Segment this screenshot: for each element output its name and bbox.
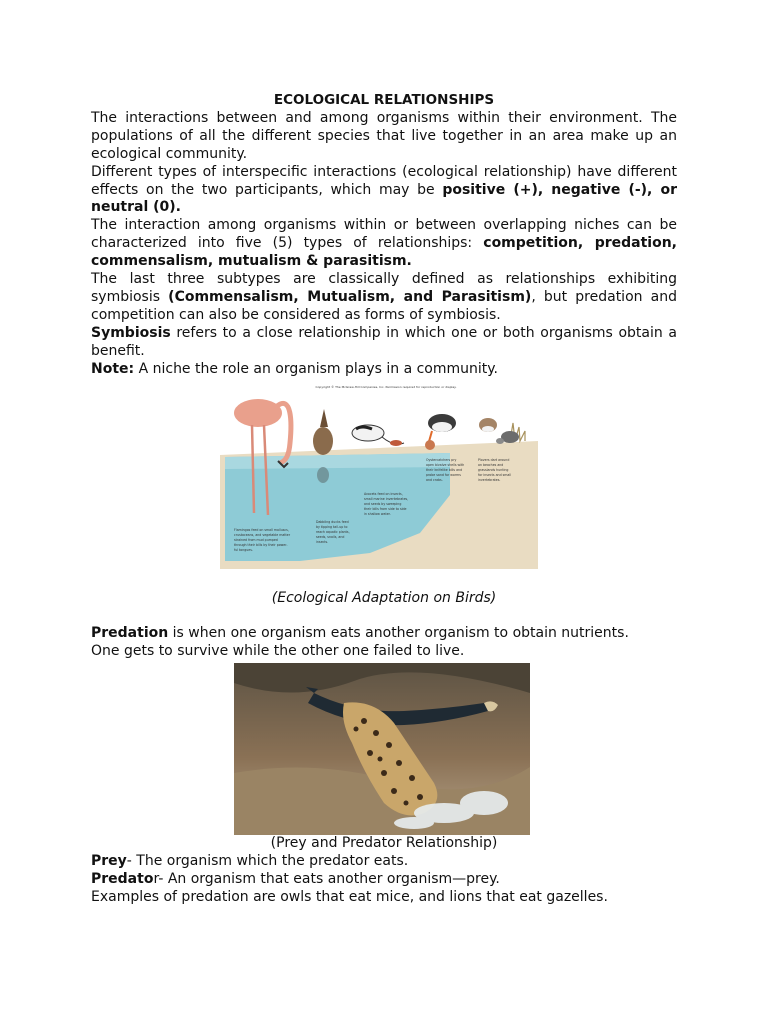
- definition-predator: [91, 871, 677, 889]
- text-span: , but predation and competition can also be considered as forms of symbiosis.: [91, 288, 677, 323]
- bird-adaptation-illustration: [220, 383, 538, 573]
- plover-label: Plovers dart around on beaches and grasslands hunting for insects and small invertebrates.: [478, 457, 512, 482]
- figure-caption-birds: (Ecological Adaptation on Birds): [271, 589, 497, 606]
- text-span: - The organism which the predator eats.: [126, 853, 409, 870]
- duck-label: Dabbling ducks feed by tipping tail-up to reach aquatic plants, seeds, snails, and insects.: [316, 519, 350, 544]
- text-span: Different types of interspecific interactions (ecological relationship) have different effects on the two participants, which may be: [91, 163, 677, 198]
- paragraph-five-types: [91, 217, 677, 271]
- paragraph-predation: [91, 625, 677, 643]
- bold-text: positive (+), negative (-), or neutral (0).: [91, 181, 677, 216]
- text-span: refers to a close relationship in which one or both organisms obtain a benefit.: [91, 324, 677, 359]
- figure-credit: Copyright © The McGraw-Hill Companies, Inc. Permission required for reproduction or display.: [315, 384, 457, 389]
- paragraph-symbiosis-subtypes: [91, 271, 677, 325]
- paragraph-note: [91, 361, 677, 379]
- bird-adaptation-figure: [220, 383, 538, 573]
- page-title: ECOLOGICAL RELATIONSHIPS: [273, 92, 495, 108]
- flamingo-label: Flamingos feed on small molluscs, crustaceans, and vegetable matter strained from mud pumped through their bills by their power- ful tongues.: [234, 527, 291, 552]
- text-span: A niche the role an organism plays in a community.: [134, 360, 499, 377]
- bold-text: Symbiosis: [91, 324, 171, 341]
- jaguar-caiman-illustration: [234, 663, 530, 835]
- predator-prey-photo: [234, 663, 530, 835]
- paragraph-predation-line2: One gets to survive while the other one failed to live.: [91, 643, 465, 660]
- figure-caption-predator: (Prey and Predator Relationship): [270, 835, 498, 852]
- bold-text: Predation: [91, 625, 169, 642]
- oystercatcher-label: Oystercatchers pry open bivalve shells with their knifelike bills and probe sand for worms and crabs.: [426, 457, 465, 482]
- paragraph-symbiosis-definition: [91, 325, 677, 361]
- paragraph-interaction-types: [91, 164, 677, 218]
- text-span: r- An organism that eats another organism—prey.: [153, 871, 500, 888]
- text-span: The last three subtypes are classically defined as relationships exhibiting symbiosis: [91, 271, 677, 305]
- bold-text: Note:: [91, 360, 135, 377]
- paragraph-examples: Examples of predation are owls that eat mice, and lions that eat gazelles.: [91, 888, 608, 905]
- text-span: is when one organism eats another organism to obtain nutrients.: [168, 625, 629, 642]
- paragraph-intro: The interactions between and among organisms within their environment. The populations of all the different species that live together in an area make up an ecological community.: [91, 109, 677, 162]
- bold-text: Prey: [91, 853, 127, 870]
- spacer: [91, 607, 677, 625]
- bold-text: (Commensalism, Mutualism, and Parasitism): [168, 288, 532, 305]
- definition-prey: [91, 853, 677, 871]
- bold-text: Predato: [91, 871, 154, 888]
- document-page: [91, 92, 677, 907]
- text-span: The interaction among organisms within or between overlapping niches can be characterized into five (5) types of relationships:: [91, 217, 677, 252]
- avocet-label: Avocets feed on insects, small marine invertebrates, and seeds by sweeping their bills from side to side in shallow water.: [364, 491, 409, 516]
- bold-text: competition, predation, commensalism, mutualism & parasitism.: [91, 235, 677, 270]
